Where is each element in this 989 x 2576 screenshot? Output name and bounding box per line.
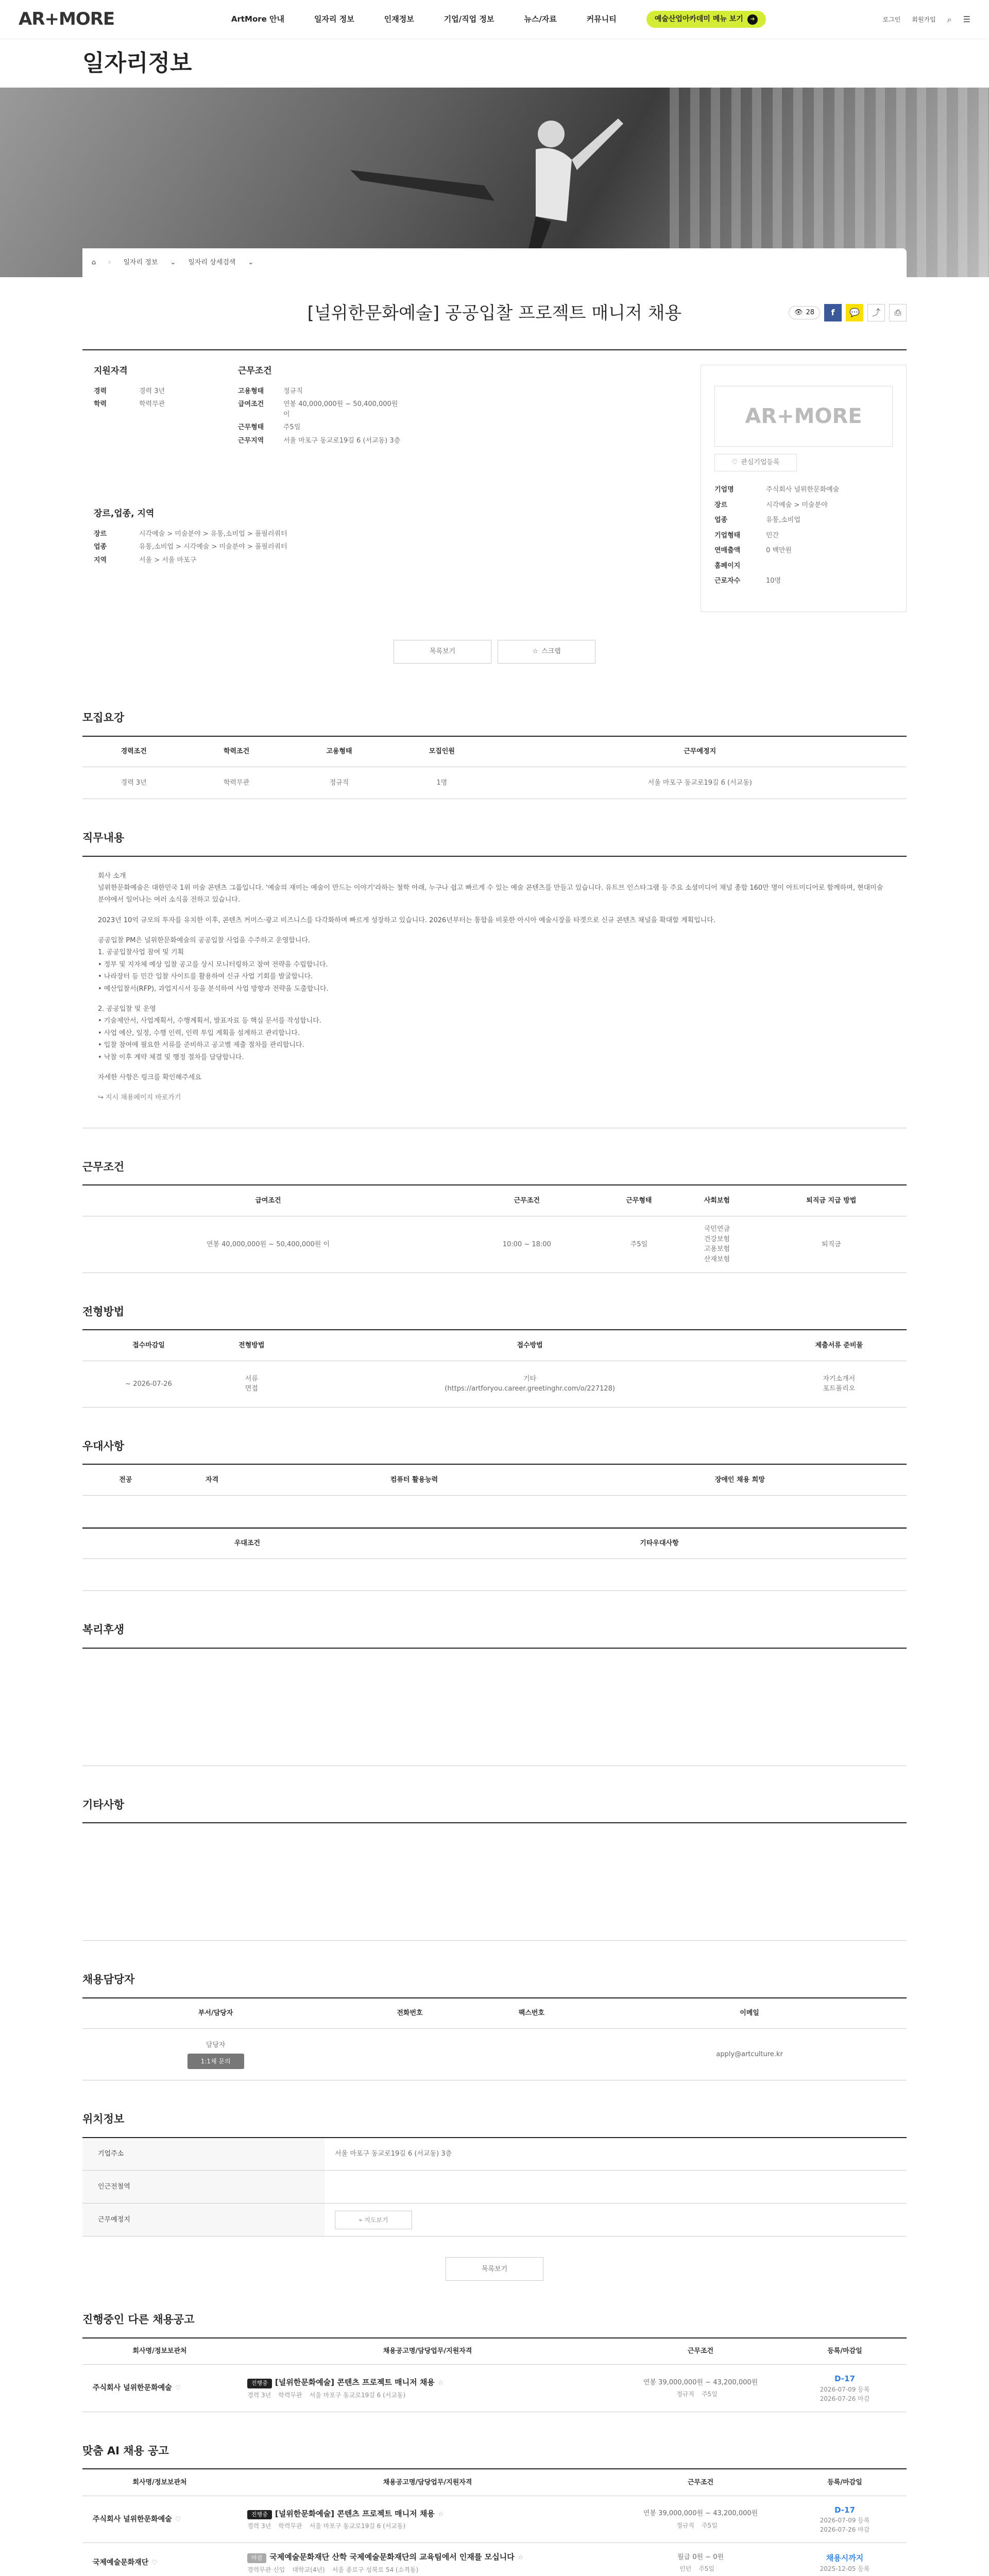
duty-heading: 직무내용	[82, 832, 125, 844]
salary: 연봉 39,000,000원 ~ 43,200,000원	[643, 2510, 758, 2518]
table-cell: 연봉 40,000,000원 ~ 50,400,000원 이	[82, 1216, 454, 1273]
bottom-actions	[82, 2257, 907, 2281]
employment-type: 인턴	[679, 2565, 692, 2573]
table-header: 접수마감일	[82, 1330, 215, 1361]
table-header: 자격	[169, 1464, 255, 1495]
recruit-table	[82, 736, 907, 800]
table-header: 근무예정지	[493, 736, 907, 767]
kv-value: 10명	[766, 577, 781, 585]
table-cell	[471, 2029, 592, 2080]
meta-career: 경력 3년	[247, 2522, 271, 2530]
heart-icon[interactable]: ♡	[175, 2515, 181, 2523]
table-header: 회사명/정보보관처	[82, 2338, 237, 2365]
kv-key: 지역	[94, 556, 107, 564]
table-cell: 서울 마포구 동교로19길 6 (서교동) 3층	[325, 2138, 907, 2171]
table-row[interactable]	[82, 2365, 907, 2412]
table-row	[82, 2171, 907, 2204]
status-badge: 마감	[247, 2553, 266, 2563]
kv-key: 급여조건	[238, 400, 264, 408]
duty-paragraph: 공공입찰 PM은 널위한문화예술의 공공입찰 사업을 수주하고 운영합니다. 1. 공공입찰사업 참여 및 기획 • 정부 및 지자체 예상 입찰 공고를 상시 모니터링하고 참여 전략을 수립합니다. • 나라장터 등 민간 입찰 사이트를 활용하여 신규 사업 기회를 발굴합니다. • 예산입찰서(RFP), 과업지시서 등을 분석하여 사업 방향과 전략을 도출합니다.	[98, 937, 329, 993]
kv-value: 연봉 40,000,000원 ~ 50,400,000원 이	[283, 400, 398, 418]
kv-value: 주5일	[283, 423, 301, 431]
duty-paragraph: 2023년 10억 규모의 투자를 유치한 이후, 콘텐츠 커머스·광고 비즈니스를 다각화하며 빠르게 성장하고 있습니다. 2026년부터는 통합을 비롯한 아시아 예술시장을 타겟으로 신규 콘텐츠 채널을 확대할 계획입니다.	[98, 916, 715, 924]
kv-value: 민간	[766, 531, 779, 539]
breadcrumb	[82, 248, 907, 277]
ongoing-table	[82, 2337, 907, 2412]
location-table	[82, 2137, 907, 2237]
print-icon[interactable]: ⎙	[889, 304, 907, 321]
table-header: 근무조건	[618, 2469, 783, 2496]
location-heading: 위치정보	[82, 2113, 125, 2126]
table-cell: 10:00 ~ 18:00	[454, 1216, 600, 1273]
nav-news[interactable]: 뉴스/자료	[524, 14, 557, 24]
dday-badge: 채용시까지	[826, 2553, 864, 2563]
job-link[interactable]: 국제예술문화재단 산학 국제예술문화재단의 교육팀에서 인재를 모십니다	[269, 2552, 515, 2562]
meta-career: 경력무관 신입	[247, 2566, 285, 2573]
table-cell	[349, 2029, 470, 2080]
process-heading: 전형방법	[82, 1305, 125, 1318]
table-header: 장애인 채용 희망	[573, 1464, 907, 1495]
prefer-section	[82, 1438, 907, 1591]
table-header: 급여조건	[82, 1185, 454, 1216]
etc-heading: 기타사항	[82, 1798, 125, 1811]
table-row	[82, 1361, 907, 1407]
meta-edu: 대학교(4년)	[292, 2566, 325, 2573]
end-date: 2026-07-26 마감	[820, 2526, 870, 2534]
work-table	[82, 1184, 907, 1273]
table-cell: 정규직	[288, 767, 390, 799]
arrow-right-icon: ➜	[747, 14, 758, 25]
table-cell: 경력 3년	[82, 767, 185, 799]
table-header: 컴퓨터 활용능력	[255, 1464, 573, 1495]
table-header: 팩스번호	[471, 1998, 592, 2029]
view-count	[789, 306, 820, 319]
kv-value: 정규직	[283, 387, 303, 395]
table-cell: 자기소개서 포트폴리오	[772, 1361, 907, 1407]
table-cell	[82, 2029, 349, 2080]
conditions-heading: 근무조건	[238, 366, 272, 376]
table-cell: 서류 면접	[215, 1361, 288, 1407]
share-icon[interactable]: ⤴	[867, 304, 885, 321]
company-name[interactable]: 주식회사 널위한문화예술	[93, 2515, 172, 2523]
nav-jobs[interactable]: 일자리 정보	[314, 14, 354, 24]
welfare-content	[82, 1648, 907, 1766]
table-row	[82, 2204, 907, 2236]
kv-value: 유통,소비업	[766, 516, 800, 524]
prefer-table-2	[82, 1528, 907, 1591]
kv-key: 장르	[714, 501, 728, 509]
dday-badge: D-17	[834, 2505, 855, 2515]
table-cell: 학력무관	[185, 767, 287, 799]
job-link[interactable]: [널위한문화예술] 콘텐츠 프로젝트 매니저 채용	[275, 2509, 435, 2518]
table-header: 제출서류 준비물	[772, 1330, 907, 1361]
meta-edu: 학력무관	[278, 2522, 302, 2530]
employment-type: 정규직	[676, 2521, 694, 2529]
ongoing-section	[82, 2312, 907, 2412]
heart-icon[interactable]: ♡	[151, 2559, 158, 2567]
kv-value: 서울 마포구 동교로19길 6 (서교동) 3층	[283, 436, 401, 445]
kv-value: 주식회사 널위한문화예술	[766, 486, 840, 494]
meta-location: 서울 종로구 성북로 54 (소격동)	[332, 2566, 419, 2573]
company-name[interactable]: 국제예술문화재단	[93, 2558, 149, 2567]
table-header: 경력조건	[82, 736, 185, 767]
duty-paragraph: 자세한 사항은 링크를 확인해주세요	[98, 1073, 201, 1081]
kv-value: 0 백만원	[766, 547, 792, 554]
util-nav	[883, 13, 970, 26]
contact-person: 담당자	[206, 2041, 226, 2049]
job-title-row	[82, 277, 907, 349]
table-cell: 퇴직금	[756, 1216, 907, 1273]
breadcrumb-sep: ›	[108, 259, 111, 267]
ai-section	[82, 2443, 907, 2576]
welfare-heading: 복리후생	[82, 1623, 125, 1636]
end-date: 2026-07-26 마감	[820, 2395, 870, 2402]
table-cell: 국민연금 건강보험 고용보험 산재보험	[678, 1216, 756, 1273]
table-row	[82, 1216, 907, 1273]
view-count-value: 28	[806, 309, 814, 317]
qualification-block	[94, 365, 197, 446]
ai-heading: 맞춤 AI 채용 공고	[82, 2444, 169, 2457]
contact-heading: 채용담당자	[82, 1973, 135, 1986]
company-card	[701, 365, 907, 612]
inquiry-button[interactable]: 1:1채 문의	[187, 2054, 244, 2069]
login-link[interactable]: 로그인	[882, 15, 901, 23]
duty-section	[82, 830, 907, 1128]
work-type: 주5일	[698, 2565, 714, 2573]
bookmark-icon: ☆	[532, 648, 538, 656]
table-header: 등록/마감일	[783, 2469, 907, 2496]
chevron-down-icon[interactable]: ⌄	[248, 259, 254, 267]
salary: 연봉 39,000,000원 ~ 43,200,000원	[643, 2378, 758, 2386]
status-badge: 진행중	[247, 2379, 272, 2388]
kv-key: 장르	[94, 530, 107, 538]
ongoing-heading: 진행중인 다른 채용공고	[82, 2313, 195, 2326]
kv-value[interactable]	[766, 561, 893, 571]
kv-value: 서울 > 서울 마포구	[139, 556, 197, 564]
prefer-heading: 우대사항	[82, 1439, 125, 1452]
kv-key: 근로자수	[714, 577, 741, 585]
share-bar	[789, 304, 907, 321]
qualification-heading: 지원자격	[94, 366, 128, 376]
table-cell: 주5일	[600, 1216, 678, 1273]
table-header: 이메일	[592, 1998, 907, 2029]
pin-icon: ⌖	[359, 2216, 363, 2224]
nav-community[interactable]: 커뮤니티	[586, 14, 617, 24]
table-header: 전화번호	[349, 1998, 470, 2029]
table-cell	[325, 2171, 907, 2204]
list-button-bottom[interactable]: 목록보기	[446, 2257, 543, 2281]
table-header: 부서/담당자	[82, 1998, 349, 2029]
nav-talent[interactable]: 인재정보	[384, 14, 414, 24]
table-row	[82, 767, 907, 799]
star-icon[interactable]: ☆	[437, 2379, 444, 2387]
job-link[interactable]: [널위한문화예술] 콘텐츠 프로젝트 매니저 채용	[275, 2378, 435, 2387]
map-label: 지도보기	[364, 2216, 388, 2224]
contact-table	[82, 1997, 907, 2081]
etc-section	[82, 1797, 907, 1941]
recruit-section	[82, 710, 907, 799]
dday-badge: D-17	[834, 2374, 855, 2384]
table-header: 우대조건	[82, 1528, 412, 1559]
kv-key: 업종	[94, 543, 107, 551]
table-cell	[325, 2204, 907, 2236]
eye-icon: 👁	[794, 309, 803, 317]
scrap-button[interactable]	[498, 640, 595, 664]
conditions-block	[238, 365, 403, 446]
apply-page-link[interactable]: ↪ 지시 채용페이지 바로가기	[98, 1094, 181, 1102]
welfare-section	[82, 1622, 907, 1766]
join-link[interactable]: 회원가입	[912, 15, 936, 23]
summary-left	[82, 365, 701, 612]
kv-value: 시각예술 > 미술분야 > 유통,소비업 > 풀필러쿼터	[139, 530, 287, 538]
kv-key: 기업명	[714, 486, 734, 494]
category-block	[94, 507, 701, 565]
table-row	[82, 1559, 907, 1591]
work-type: 주5일	[701, 2521, 718, 2529]
table-header: 고용형태	[288, 736, 390, 767]
table-cell: 기타 (https://artforyou.career.greetinghr.com/o/227128)	[288, 1361, 772, 1407]
star-icon[interactable]: ☆	[517, 2554, 524, 2562]
home-icon[interactable]: ⌂	[92, 259, 96, 267]
kv-key: 연매출액	[714, 547, 741, 554]
work-section	[82, 1159, 907, 1273]
table-header: 근무조건	[454, 1185, 600, 1216]
table-cell: apply@artculture.kr	[592, 2029, 907, 2080]
table-row	[82, 1495, 907, 1527]
meta-location: 서울 마포구 동교로19길 6 (서교동)	[309, 2522, 406, 2530]
star-icon[interactable]: ☆	[437, 2510, 444, 2518]
table-header: 기타우대사항	[412, 1528, 907, 1559]
contact-section	[82, 1972, 907, 2080]
table-cell: 1명	[390, 767, 493, 799]
kv-key: 고용형태	[238, 387, 264, 395]
table-row	[82, 2138, 907, 2171]
kv-key: 홈페이지	[714, 562, 741, 570]
site-logo[interactable]: AR+MORE	[19, 9, 115, 29]
dancer-image	[330, 98, 639, 263]
duty-paragraph: 회사 소개 널위한문화예술은 대한민국 1위 미술 콘텐츠 그룹입니다. '예술의 재미는 예술이 만드는 이야기'라하는 철학 아래, 누구나 쉽고 빠르게 수 있는 예술 콘텐츠를 만들고 있습니다. 유트브 인스타그램 등 주요 소셜미디어 채널 총합 160만 명이 아트미디어로 함께하며, 현대미술 분야에서 일어나는 여러 소식을 전하고 있습니다.	[98, 872, 883, 904]
table-header: 사회보험	[678, 1185, 756, 1216]
prefer-table	[82, 1464, 907, 1528]
scrap-label: 스크랩	[541, 648, 561, 656]
table-header: 학력조건	[185, 736, 287, 767]
work-heading: 근무조건	[82, 1160, 125, 1173]
table-cell: 서울 마포구 동교로19길 6 (서교동)	[493, 767, 907, 799]
heart-icon: ♡	[731, 459, 738, 467]
academy-menu-label: 예술산업아카데미 메뉴 보기	[654, 15, 743, 23]
work-type: 주5일	[701, 2391, 718, 2398]
meta-career: 경력 3년	[247, 2391, 271, 2399]
table-header: 회사명/정보보관처	[82, 2469, 237, 2496]
breadcrumb-jobs[interactable]: 일자리 정보	[123, 259, 158, 267]
duty-paragraph: 2. 공공입찰 및 운영 • 기술제안서, 사업계획서, 수행계획서, 발표자료 등 핵심 문서를 작성합니다. • 사업 예산, 일정, 수행 인력, 인력 투입 계획을 설계하고 관리합니다. • 입찰 참여에 필요한 서류를 준비하고 공고별 제출 절차를 관리합니다. • 낙찰 이후 계약 체결 및 행정 절차를 담당합니다.	[98, 1005, 321, 1061]
action-buttons	[82, 640, 907, 664]
reg-date: 2026-07-09 등록	[820, 2517, 870, 2524]
list-button[interactable]: 목록보기	[394, 640, 491, 664]
ai-table	[82, 2468, 907, 2576]
status-badge: 진행중	[247, 2510, 272, 2520]
kv-value: 유통,소비업 > 시각예술 > 미술분야 > 풀필러쿼터	[139, 543, 287, 551]
table-header: 모집인원	[390, 736, 493, 767]
table-header: 채용공고명/담당업무/지원자격	[237, 2469, 618, 2496]
company-logo: AR+MORE	[714, 386, 893, 447]
table-header: 퇴직금 지급 방법	[756, 1185, 907, 1216]
kv-key: 근무지역	[238, 436, 264, 445]
kv-key: 경력	[94, 387, 107, 395]
location-section	[82, 2111, 907, 2281]
chevron-down-icon[interactable]: ⌄	[170, 259, 176, 267]
kv-key: 업종	[714, 516, 728, 524]
menu-icon[interactable]: ☰	[963, 14, 970, 24]
recruit-heading: 모집요강	[82, 711, 125, 724]
duty-content	[82, 856, 907, 1128]
table-header: 기업주소	[82, 2138, 325, 2171]
kv-key: 기업형태	[714, 531, 741, 539]
employment-type: 정규직	[676, 2391, 694, 2398]
kv-key: 학력	[94, 400, 107, 408]
table-header: 전공	[82, 1464, 169, 1495]
reg-date: 2026-07-09 등록	[820, 2385, 870, 2393]
meta-location: 서울 마포구 동교로19길 6 (서교동)	[309, 2391, 406, 2399]
table-header: 접수방법	[288, 1330, 772, 1361]
table-header: 근무예정지	[82, 2204, 325, 2236]
kv-value: 학력무관	[139, 400, 165, 408]
table-header: 근무조건	[618, 2338, 783, 2365]
heart-icon[interactable]: ♡	[175, 2384, 181, 2392]
table-row[interactable]	[82, 2496, 907, 2543]
process-section	[82, 1304, 907, 1408]
table-row	[82, 2029, 907, 2080]
table-row[interactable]	[82, 2543, 907, 2576]
search-icon[interactable]: ⌕	[947, 14, 952, 24]
salary: 월급 0원 ~ 0원	[677, 2553, 724, 2561]
nav-artmore[interactable]: ArtMore 안내	[231, 14, 285, 24]
favorite-label: 관심기업등록	[741, 459, 780, 467]
top-header	[0, 0, 989, 39]
kv-value: 경력 3년	[139, 387, 165, 395]
table-cell: ~ 2026-07-26	[82, 1361, 215, 1407]
page-title: 일자리정보	[82, 50, 192, 76]
academy-menu-button[interactable]	[646, 11, 766, 28]
etc-content	[82, 1822, 907, 1941]
facebook-share-button[interactable]: f	[824, 304, 842, 321]
table-header: 근무형태	[600, 1185, 678, 1216]
nav-company[interactable]: 기업/직업 정보	[444, 14, 494, 24]
category-heading: 장르,업종, 지역	[94, 509, 155, 519]
company-name[interactable]: 주식회사 널위한문화예술	[93, 2384, 172, 2392]
meta-edu: 학력무관	[278, 2391, 302, 2399]
table-header: 전형방법	[215, 1330, 288, 1361]
table-header: 인근전철역	[82, 2171, 325, 2204]
favorite-company-button[interactable]	[714, 454, 797, 471]
breadcrumb-detail[interactable]: 일자리 상세검색	[188, 259, 236, 267]
kv-value: 시각예술 > 미술분야	[766, 501, 828, 509]
reg-date: 2025-12-05 등록	[820, 2565, 870, 2572]
table-header: 채용공고명/담당업무/지원자격	[237, 2338, 618, 2365]
kakao-share-button[interactable]: 💬	[846, 304, 863, 321]
table-header: 등록/마감일	[783, 2338, 907, 2365]
job-summary	[82, 349, 907, 612]
job-title: [널위한문화예술] 공공입찰 프로젝트 매니저 채용	[307, 302, 682, 324]
main-nav	[231, 11, 766, 28]
kv-key: 근무형태	[238, 423, 264, 431]
process-table	[82, 1329, 907, 1408]
map-button[interactable]	[335, 2211, 412, 2229]
